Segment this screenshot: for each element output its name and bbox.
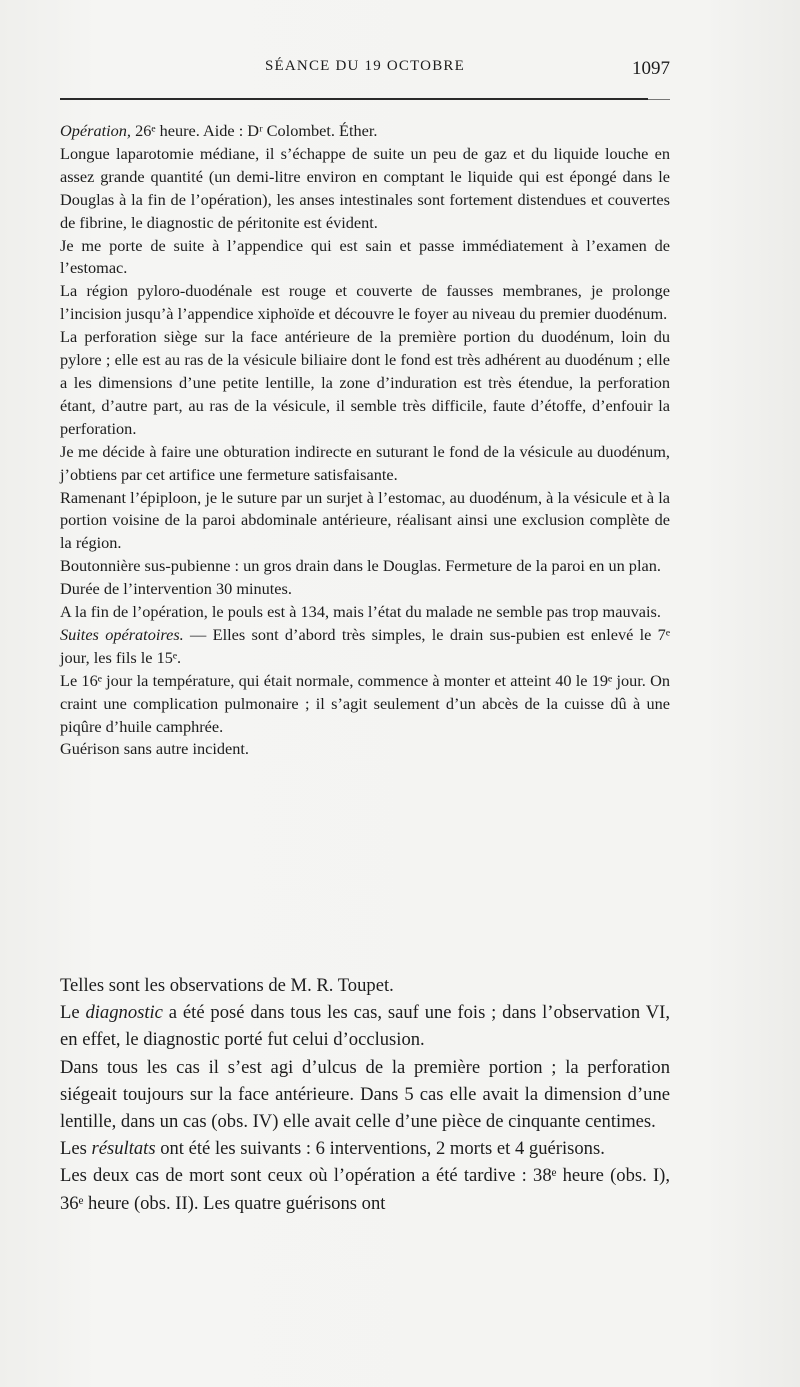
paragraph	[60, 120, 670, 143]
page-number: 1097	[632, 58, 670, 79]
paragraph	[60, 578, 670, 601]
paragraph-lead: Opération,	[60, 121, 131, 140]
emphasis-text: résultats	[91, 1138, 156, 1160]
page-header	[60, 58, 670, 88]
paragraph-text: a été posé dans tous les cas, sauf une fois ; dans l’observation VI, en effet, le diagnostic porté fut celui d’occlusion.	[60, 1002, 670, 1051]
paragraph-text: A la fin de l’opération, le pouls est à 134, mais l’état du malade ne semble pas trop mauvais.	[60, 602, 661, 622]
paragraph	[60, 235, 670, 281]
paragraph	[60, 972, 670, 999]
paragraph-text: — Elles sont d’abord très simples, le drain sus-pubien est enlevé le 7ᵉ jour, les fils le 15ᵉ.	[60, 624, 670, 667]
paragraph-text: Durée de l’intervention 30 minutes.	[60, 579, 292, 599]
header-rule-tail	[648, 99, 670, 100]
paragraph	[60, 143, 670, 235]
paragraph-text: La région pyloro-duodénale est rouge et couverte de fausses membranes, je prolonge l’incision jusqu’à l’appendice xiphoïde et découvre le foyer au niveau du premier duodénum.	[60, 281, 670, 324]
paragraph-text: Ramenant l’épiploon, je le suture par un surjet à l’estomac, au duodénum, à la vésicule et à la portion voisine de la paroi abdominale antérieure, réalisant ainsi une exclusion complète de la région.	[60, 487, 670, 553]
paragraph-text: Longue laparotomie médiane, il s’échappe de suite un peu de gaz et du liquide louche en assez grande quantité (un demi-litre environ en comptant le liquide qui est épongé dans le Douglas à la fin de l’opération), les anses intestinales sont fortement distendues et couvertes de fibrine, le diagnostic de péritonite est évident.	[60, 143, 670, 232]
commentary-section	[60, 972, 670, 1217]
paragraph	[60, 670, 670, 739]
paragraph-text: Guérison sans autre incident.	[60, 739, 249, 759]
paragraph	[60, 1162, 670, 1216]
paragraph	[60, 999, 670, 1053]
paragraph-text: Telles sont les observations de M. R. Toupet.	[60, 975, 394, 996]
paragraph	[60, 487, 670, 556]
paragraph	[60, 280, 670, 326]
running-title: SÉANCE DU 19 OCTOBRE	[265, 58, 465, 74]
paragraph	[60, 738, 670, 761]
paragraph	[60, 326, 670, 441]
paragraph	[60, 441, 670, 487]
case-report-section	[60, 120, 670, 761]
paragraph	[60, 601, 670, 624]
paragraph	[60, 555, 670, 578]
paragraph-text: Dans tous les cas il s’est agi d’ulcus de la première portion ; la perforation siégeait toujours sur la face antérieure. Dans 5 cas elle avait la dimension d’une lentille, dans un cas (obs. IV) elle avait celle d’une pièce de cinquante centimes.	[60, 1056, 670, 1133]
paragraph-text: ont été les suivants : 6 interventions, 2 morts et 4 guérisons.	[155, 1138, 605, 1160]
paragraph-text: La perforation siège sur la face antérieure de la première portion du duodénum, loin du pylore ; elle est au ras de la vésicule biliaire dont le fond est très adhérent au duodénum ; elle a les dimensions d’une petite lentille, la zone d’induration est très étendue, la perforation étant, d’autre part, au ras de la vésicule, il semble très difficile, faute d’étoffe, d’enfouir la perforation.	[60, 327, 670, 438]
paragraph-lead: Suites opératoires.	[60, 624, 184, 644]
paragraph-text: Je me décide à faire une obturation indirecte en suturant le fond de la vésicule au duodénum, j’obtiens par cet artifice une fermeture satisfaisante.	[60, 441, 670, 484]
paragraph-text: Boutonnière sus-pubienne : un gros drain dans le Douglas. Fermeture de la paroi en un plan.	[60, 556, 661, 576]
paragraph-text: Le	[60, 1002, 86, 1024]
paragraph-text: Les deux cas de mort sont ceux où l’opération a été tardive : 38ᵉ heure (obs. I), 36ᵉ heure (obs. II). Les quatre guérisons ont	[60, 1165, 670, 1214]
paragraph	[60, 1054, 670, 1136]
paragraph-text: Le 16ᵉ jour la température, qui était normale, commence à monter et atteint 40 le 19ᵉ jour. On craint une complication pulmonaire ; il s’agit seulement d’un abcès de la cuisse dû à une piqûre d’huile camphrée.	[60, 670, 670, 736]
emphasis-text: diagnostic	[85, 1002, 163, 1024]
paragraph	[60, 624, 670, 670]
paragraph-text: Je me porte de suite à l’appendice qui est sain et passe immédiatement à l’examen de l’estomac.	[60, 235, 670, 278]
paragraph-text: 26ᵉ heure. Aide : Dʳ Colombet. Éther.	[131, 121, 378, 140]
header-rule	[60, 98, 648, 100]
paragraph-text: Les	[60, 1138, 92, 1160]
paragraph	[60, 1135, 670, 1162]
